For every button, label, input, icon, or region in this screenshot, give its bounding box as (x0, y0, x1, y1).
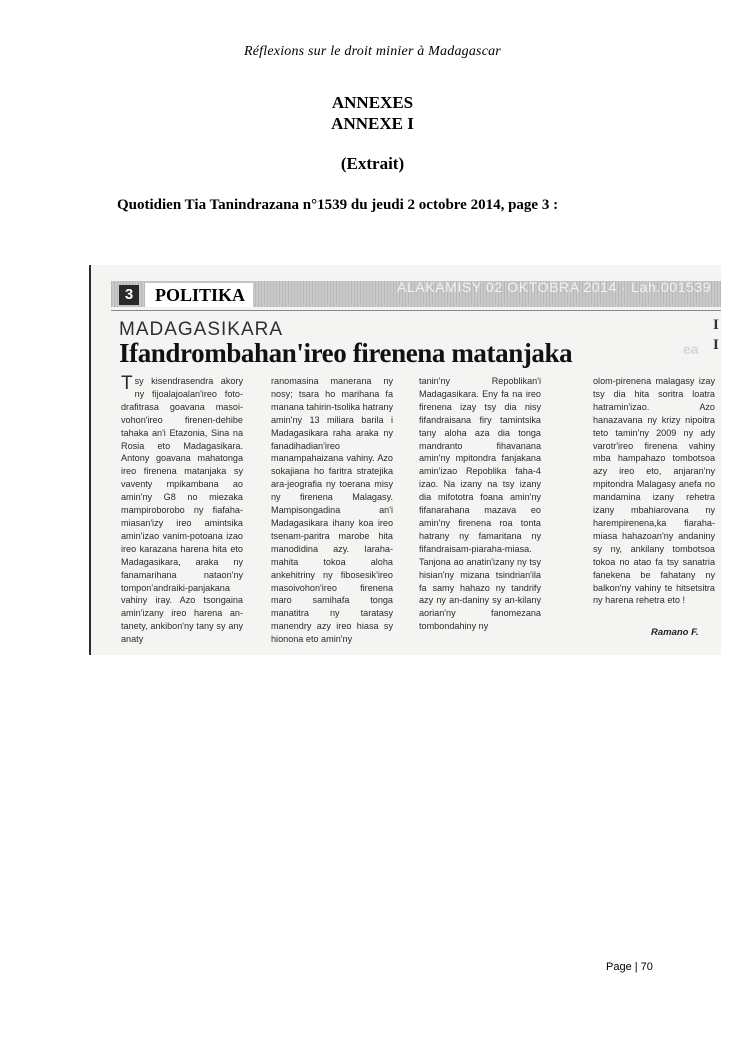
page-number-badge: 3 (119, 285, 139, 305)
annex-heading-block (0, 92, 745, 134)
extract-label: (Extrait) (340, 154, 405, 173)
annex-subtitle: ANNEXE I (331, 114, 414, 133)
source-line: Quotidien Tia Tanindrazana n°1539 du jeudi 2 octobre 2014, page 3 : (117, 197, 559, 213)
article-kicker: MADAGASIKARA (119, 319, 284, 340)
adjacent-column-letters: I I (713, 317, 719, 353)
article-column-1-text: Tsy kisendrasendra akory ny fijoalajoalan'ireo foto-drafitrasa goavana masoi-vohon'ireo firenen-dehibe tahaka an'i Etazonia, Sina na Rosia eto Madagasikara. Antony goavana mahatonga ireo firenena matanjaka sy vaventy mpikambana ao amin'ny G8 no miezaka mampiroborobo ny fiafaha-miasan'izy ireo amintsika amin'izao vanim-potoana izao ireo karazana harena hita eto Madagasikara, araka ny fanamarihana nataon'ny tompon'andraiki-panjakana vahiny iray. Azo tsongaina amin'izany ireo harena an-tanety, ankibon'ny tany sy any anaty (121, 373, 243, 645)
article-column-3-text: tanin'ny Repoblikan'i Madagasikara. Eny fa na ireo firenena izay tsy dia nisy fifandraisana firy tamintsika tany aloha aza dia tonga mandranto fihavanana amin'ny mpitondra fanjakana amin'izao Repoblika faha-4 izao. Na izany na tsy izany dia mifototra foana amin'ny fifanarahana mazava eo amin'ny firenena roa tonta hatrany ny famaritana ny fifandraisam-piaraha-miasa. Tanjona ao anatin'izany ny tsy hisian'ny mizana tsindrian'ila fa samy hahazo ny tandrify azy ny an-daniny sy an-kilany aorian'ny fanomezana tombondahiny ny (419, 376, 541, 632)
article-column-4-text: olom-pirenena malagasy izay tsy dia hita soritra loatra hatramin'izao. Azo hanazavana ny krizy nipoitra teto tamin'ny 2009 ny ady varotr'ireo firenena vahiny mba hampahazo tombotsoa azy ireo eto, anjaran'ny mpitondra Malagasy anefa no mandamina izany rehetra izany mbahiarovana ny harempirenena,ka fiaraha-miasa hahazoan'ny andaniny sy ny, ankilany tombotsoa tokoa no atao fa tsy sanatria fanekena be fahatany ny balkon'ny vahiny te hitsetsitra ny harena rehetra eto ! (593, 376, 715, 606)
article-column-4 (593, 375, 715, 607)
issue-date-line: ALAKAMISY 02 OKTOBRA 2014 · Lah.001539 (397, 279, 712, 295)
article-signature: Ramano F. (651, 627, 699, 638)
page-footer: Page | 70 (606, 961, 653, 973)
section-label: POLITIKA (145, 283, 253, 307)
article-column-2 (271, 375, 393, 646)
newspaper-clipping (89, 265, 721, 655)
running-head: Réflexions sur le droit minier à Madagascar (244, 44, 501, 59)
article-column-1 (121, 375, 243, 646)
faded-adjacent-text: ea (683, 341, 699, 357)
article-column-3 (419, 375, 541, 633)
article-headline: Ifandrombahan'ireo firenena matanjaka (119, 338, 573, 368)
header-rule (111, 310, 721, 311)
annex-title: ANNEXES (331, 93, 414, 112)
article-column-2-text: ranomasina manerana ny nosy; tsara ho marihana fa manana tahirin-tsolika hatrany amin'ny 13 miliara barila i Madagasikara raha araka ny fanadihadian'ireo manampahaizana vahiny. Azo sokajiana ho faritra stratejika ara-jeografia ny toerana misy ny firenena Malagasy. Mampisongadina an'i Madagasikara ihany koa ireo tsenam-paritra marobe hita manodidina azy. Iaraha-mahita tokoa aloha ankehitriny ny fibosesik'ireo masoivohon'ireo firenena maro samihafa tonga manatitra ny taratasy manendry azy ireo hiasa sy hionona eto amin'ny (271, 376, 393, 645)
